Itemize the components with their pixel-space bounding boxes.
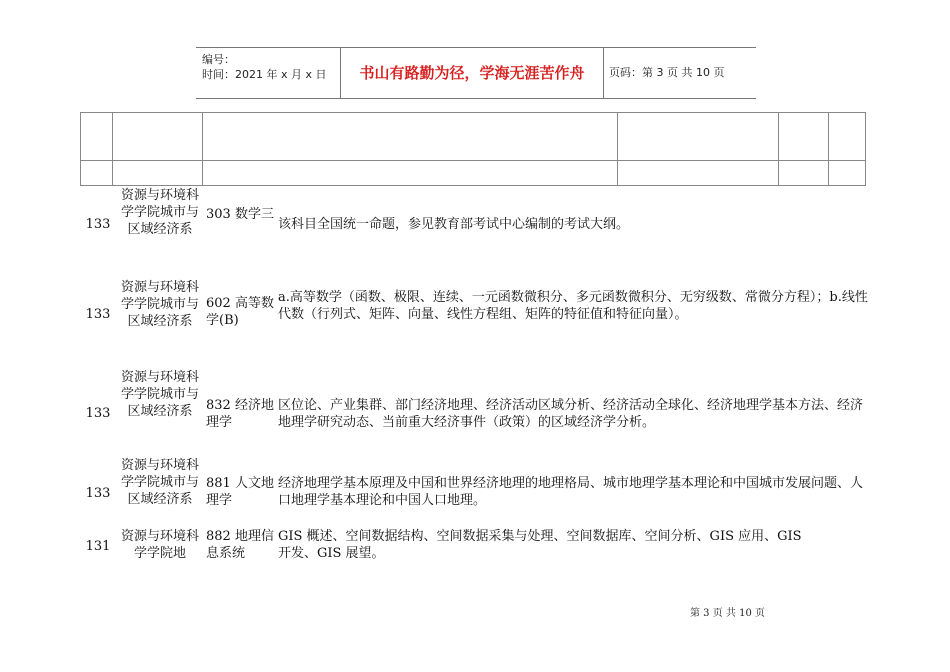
row-code: 133	[85, 307, 111, 322]
row-code: 131	[85, 539, 111, 554]
row-description: 该科目全国统一命题，参见教育部考试中心编制的考试大纲。	[278, 217, 630, 232]
header-motto: 书山有路勤为径，学海无涯苦作舟	[359, 64, 585, 82]
table-grid-top	[80, 112, 866, 186]
row-subject: 832 经济地理学	[206, 398, 274, 430]
document-time-label: 时间：2021 年 x 月 x 日	[202, 68, 327, 81]
row-department: 资源与环境科学学院地	[120, 529, 199, 561]
header-meta	[202, 52, 338, 82]
row-description: 经济地理学基本原理及中国和世界经济地理的地理格局、城市地理学基本理论和中国城市发展问题、人口地理学基本理论和中国人口地理。	[278, 476, 864, 508]
row-description: a.高等数学（函数、极限、连续、一元函数微积分、多元函数微积分、无穷级数、常微分方程）；b.线性代数（行列式、矩阵、向量、线性方程组、矩阵的特征值和特征向量）。	[278, 290, 868, 322]
page-footer: 第 3 页 共 10 页	[690, 608, 765, 619]
grid-line	[80, 112, 866, 113]
row-code: 133	[85, 486, 111, 501]
row-code: 133	[85, 406, 111, 421]
grid-line	[617, 112, 618, 186]
row-subject: 303 数学三	[206, 207, 274, 222]
grid-line	[112, 112, 113, 186]
row-department: 资源与环境科学学院城市与区域经济系	[120, 458, 199, 507]
header-page-info: 页码：第 3 页 共 10 页	[609, 66, 725, 79]
grid-line	[778, 112, 779, 186]
document-number-label: 编号：	[202, 53, 235, 66]
row-department: 资源与环境科学学院城市与区域经济系	[120, 370, 199, 419]
page-header	[196, 47, 756, 99]
grid-line	[865, 112, 866, 186]
row-subject: 882 地理信息系统	[206, 529, 274, 561]
grid-line	[828, 112, 829, 186]
row-code: 133	[85, 217, 111, 232]
row-department: 资源与环境科学学院城市与区域经济系	[120, 280, 199, 329]
row-description: 区位论、产业集群、部门经济地理、经济活动区域分析、经济活动全球化、经济地理学基本方法、经济地理学研究动态、当前重大经济事件（政策）的区域经济学分析。	[278, 398, 864, 430]
grid-line	[80, 112, 81, 186]
row-subject: 602 高等数学(B)	[206, 296, 274, 328]
row-description: GIS 概述、空间数据结构、空间数据采集与处理、空间数据库、空间分析、GIS 应用、GIS 开发、GIS 展望。	[278, 529, 802, 561]
row-subject: 881 人文地理学	[206, 476, 274, 508]
grid-line	[80, 185, 866, 186]
grid-line	[80, 160, 866, 161]
grid-line	[202, 112, 203, 186]
header-divider	[603, 48, 604, 98]
row-department: 资源与环境科学学院城市与区域经济系	[120, 188, 199, 237]
